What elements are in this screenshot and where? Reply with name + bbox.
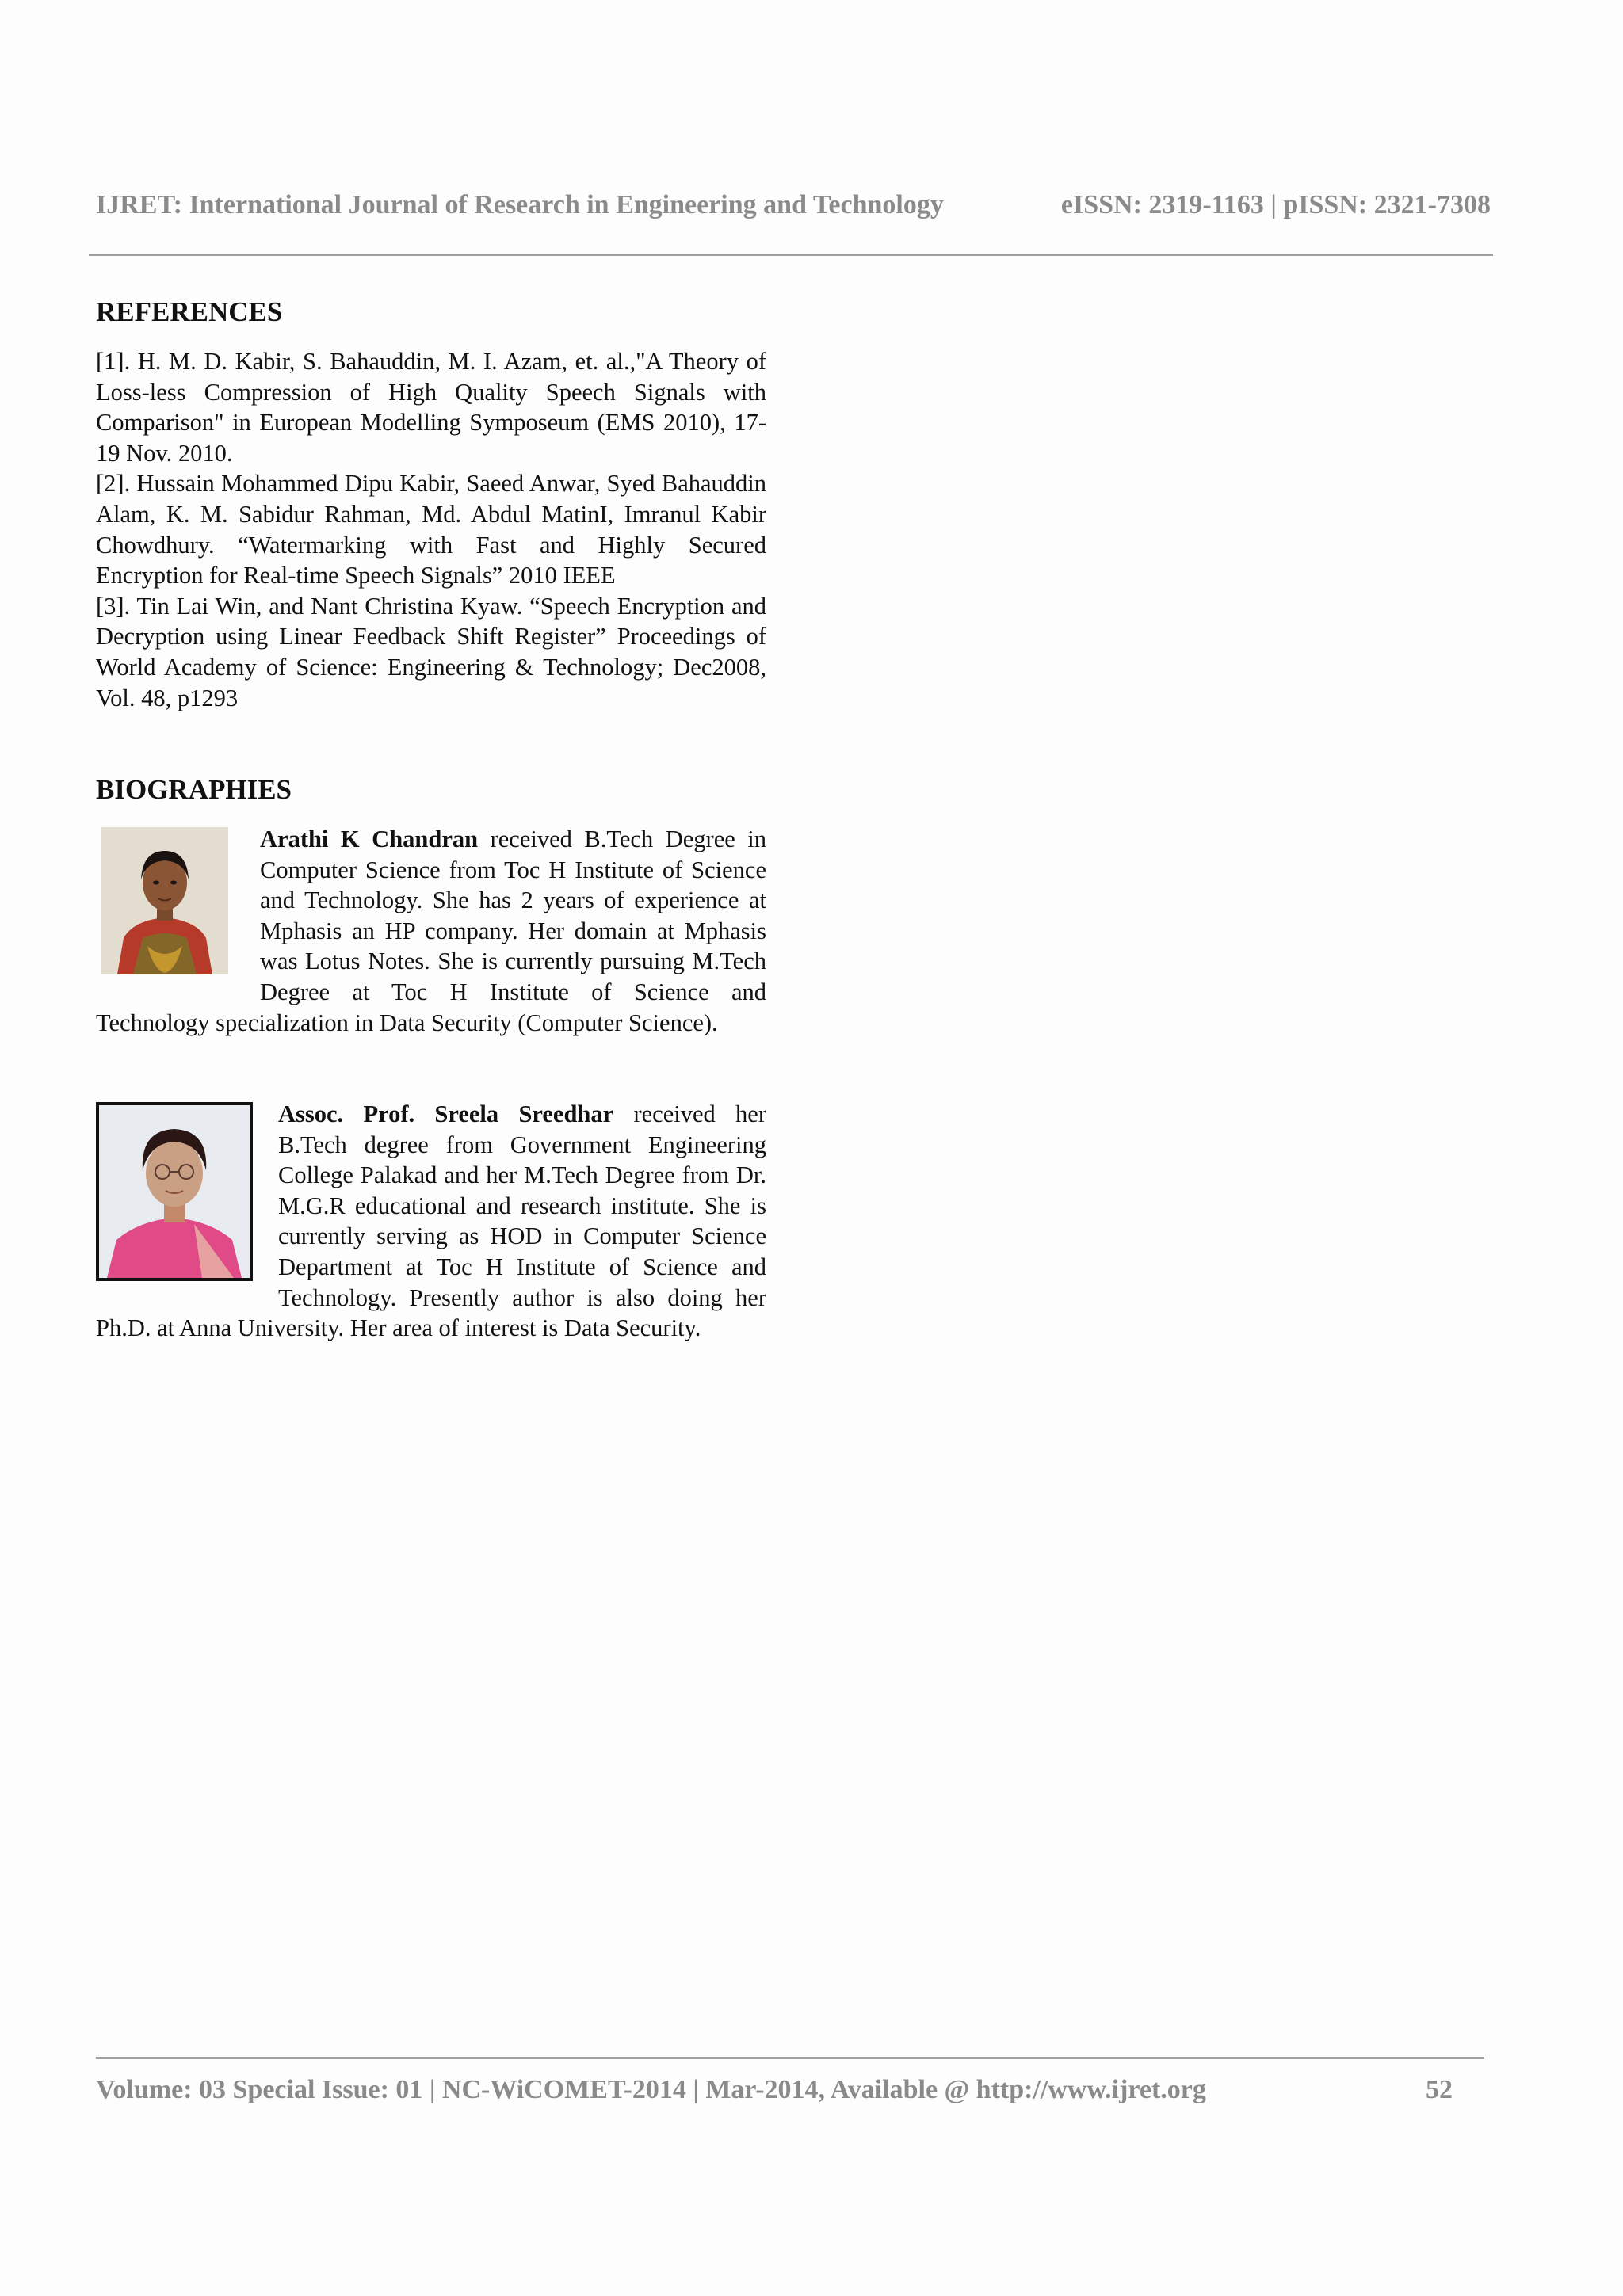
reference-item-2: [2]. Hussain Mohammed Dipu Kabir, Saeed Anwar, Syed Bahauddin Alam, K. M. Sabidur Rahman, Md. Abdul MatinI, Imranul Kabir Chowdhury. “Watermarking with Fast and Highly Secured Encryption for Real-time Speech Signals” 2010 IEEE	[96, 470, 766, 589]
journal-title: IJRET: International Journal of Research in Engineering and Technology	[96, 190, 944, 219]
reference-item-1: [1]. H. M. D. Kabir, S. Bahauddin, M. I. Azam, et. al.,"A Theory of Loss-less Compression of High Quality Speech Signals with Comparison" in European Modelling Symposeum (EMS 2010), 17-19 Nov. 2010.	[96, 348, 766, 467]
issn-numbers: eISSN: 2319-1163 | pISSN: 2321-7308	[1060, 190, 1491, 219]
page-number: 52	[1426, 2075, 1453, 2104]
running-header	[96, 190, 1491, 220]
header-divider	[89, 254, 1493, 256]
author-photo-2	[96, 1102, 253, 1281]
portrait-graphic	[101, 827, 228, 974]
reference-item-3: [3]. Tin Lai Win, and Nant Christina Kyaw. “Speech Encryption and Decryption using Linear Feedback Shift Register” Proceedings of World Academy of Science: Engineering & Technology; Dec2008, Vol. 48, p1293	[96, 592, 766, 711]
portrait-graphic	[99, 1105, 250, 1278]
running-footer	[96, 2075, 1453, 2105]
footer-issue-info: Volume: 03 Special Issue: 01 | NC-WiCOMET-2014 | Mar-2014, Available @ http://www.ijret.org	[96, 2075, 1206, 2104]
author-name-2: Assoc. Prof. Sreela Sreedhar	[278, 1100, 614, 1127]
biography-1	[96, 824, 766, 1038]
footer-divider	[96, 2057, 1484, 2059]
author-bio-text-2: received her B.Tech degree from Government Engineering College Palakad and her M.Tech Degree from Dr. M.G.R educational and research institute. She is currently serving as HOD in Computer Science Department at Toc H Institute of Science and Technology. Presently author is also doing her Ph.D. at Anna University. Her area of interest is Data Security.	[96, 1100, 766, 1342]
references-heading: REFERENCES	[96, 296, 283, 327]
biography-2	[96, 1099, 766, 1344]
author-photo-1	[101, 827, 228, 974]
author-bio-text-1: received B.Tech Degree in Computer Science from Toc H Institute of Science and Technology. She has 2 years of experience at Mphasis an HP company. Her domain at Mphasis was Lotus Notes. She is currently pursuing M.Tech Degree at Toc H Institute of Science and Technology specialization in Data Security (Computer Science).	[96, 826, 767, 1036]
references-list	[96, 346, 766, 713]
author-name-1: Arathi K Chandran	[260, 826, 479, 852]
biographies-heading: BIOGRAPHIES	[96, 774, 292, 805]
